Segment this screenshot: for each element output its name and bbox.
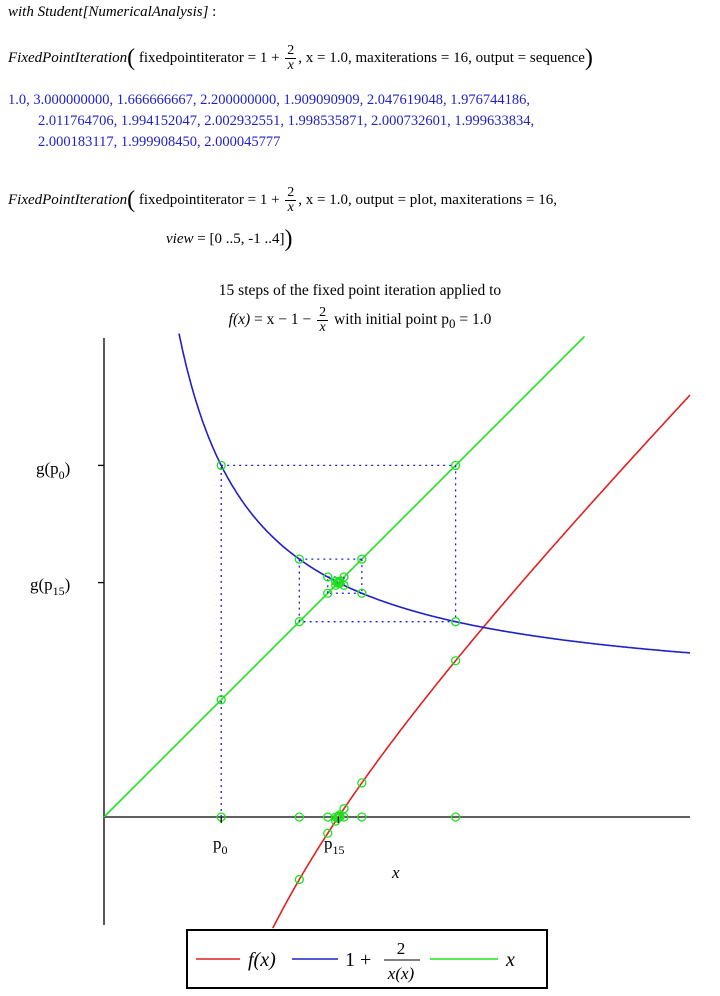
tick-marks bbox=[98, 465, 338, 823]
remaining-args: , x = 1.0, maxiterations = 16, output = sequence bbox=[298, 49, 585, 66]
plot-title-line-1: 15 steps of the fixed point iteration applied to bbox=[218, 282, 502, 299]
xtick-p0: $p_0$ bbox=[213, 834, 228, 857]
close-paren: ) bbox=[584, 45, 593, 71]
fixed-point-plot-command[interactable] bbox=[8, 186, 557, 215]
function-name: FixedPointIteration bbox=[8, 49, 128, 66]
cobweb-path bbox=[221, 465, 455, 817]
ytick-g-p0: $g(p_0)$ bbox=[36, 459, 71, 482]
with-keyword: with bbox=[8, 4, 34, 20]
legend-g-numerator: 2 bbox=[396, 939, 406, 958]
title-val: = 1.0 bbox=[455, 311, 492, 329]
view-arg-line[interactable] bbox=[166, 226, 292, 253]
open-paren: ( bbox=[127, 187, 136, 213]
tick-labels bbox=[30, 459, 400, 882]
ytick-g-p15: $g(p_{15})$ bbox=[30, 575, 71, 598]
output-line-1: 1.0, 3.000000000, 1.666666667, 2.200000000, 1.909090909, 2.047619048, 1.976744186, bbox=[8, 92, 530, 108]
plot-title bbox=[0, 282, 720, 335]
open-paren: ( bbox=[127, 45, 136, 71]
iterator-fraction: $\frac{2}{x}$ bbox=[287, 43, 295, 73]
title-rest: with initial point p bbox=[330, 311, 449, 329]
view-value: = [0 ..5, -1 ..4] bbox=[193, 230, 285, 247]
plot-legend bbox=[186, 929, 548, 989]
xtick-p15: $p_{15}$ bbox=[324, 834, 345, 857]
with-command[interactable] bbox=[8, 4, 216, 21]
iterator-arg: fixedpointiterator = 1 + bbox=[138, 49, 280, 66]
title-fraction: $\frac{2}{x}$ bbox=[319, 305, 327, 335]
legend-label-x: x bbox=[506, 949, 515, 971]
legend-label-f: f(x) bbox=[248, 949, 276, 971]
curve-g bbox=[179, 334, 690, 653]
close-paren: ) bbox=[284, 226, 293, 252]
sequence-output bbox=[8, 90, 534, 153]
title-sub: 0 bbox=[449, 316, 456, 332]
curves bbox=[104, 334, 690, 929]
output-line-2: 2.011764706, 1.994152047, 2.002932551, 1.998535871, 2.000732601, 1.999633834, bbox=[38, 113, 535, 129]
statement-terminator: : bbox=[208, 4, 217, 20]
output-line-3: 2.000183117, 1.999908450, 2.000045777 bbox=[38, 134, 281, 150]
iterator-arg: fixedpointiterator = 1 + bbox=[138, 191, 280, 208]
curve-identity bbox=[104, 336, 585, 817]
legend-label-g-prefix: 1 + bbox=[345, 949, 372, 971]
fixed-point-sequence-command[interactable] bbox=[8, 44, 593, 73]
legend-g-denominator: x(x) bbox=[387, 964, 415, 983]
axes bbox=[104, 338, 690, 925]
iterator-fraction: $\frac{2}{x}$ bbox=[287, 185, 295, 215]
title-eq: = x − 1 − bbox=[250, 311, 312, 329]
function-name: FixedPointIteration bbox=[8, 191, 128, 208]
remaining-args: , x = 1.0, output = plot, maxiterations = 16, bbox=[298, 191, 557, 208]
x-axis-label: x bbox=[392, 863, 400, 882]
fixed-point-plot[interactable] bbox=[0, 330, 720, 930]
view-label: view bbox=[166, 230, 194, 247]
title-fx: f(x) bbox=[228, 311, 251, 329]
package-name: Student[NumericalAnalysis] bbox=[37, 4, 209, 20]
